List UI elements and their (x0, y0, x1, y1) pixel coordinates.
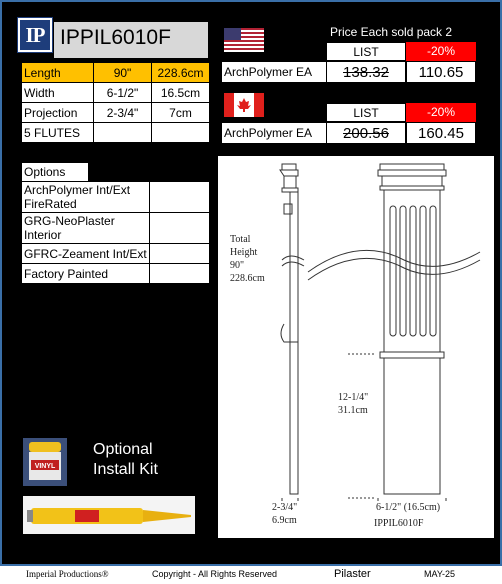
spec-label: Projection (22, 103, 94, 123)
spec-metric (152, 123, 210, 143)
spec-label: 5 FLUTES (22, 123, 94, 143)
ca-list-price: 200.56 (326, 122, 406, 144)
technical-drawing (218, 156, 494, 538)
install-kit-line1: Optional (93, 441, 153, 458)
total-height-inches: 90" (230, 260, 245, 271)
adhesive-jar-icon (23, 438, 67, 486)
spec-table (21, 62, 210, 143)
spec-row (22, 63, 210, 83)
footer-date: MAY-25 (424, 569, 456, 579)
footer-company: Imperial Productions® (26, 569, 109, 579)
option-label: GFRC-Zeament Int/Ext (22, 244, 150, 264)
base-height-inches: 12-1/4" (338, 392, 369, 403)
total-height-label-2: Height (230, 247, 258, 258)
us-sale-price: 110.65 (406, 61, 476, 83)
spec-label: Length (22, 63, 94, 83)
options-header: Options (21, 162, 89, 182)
company-logo: IP (18, 18, 52, 52)
caulk-tube-icon (23, 496, 195, 534)
us-list-price: 138.32 (326, 61, 406, 83)
us-flag-icon (224, 28, 264, 52)
spec-row (22, 123, 210, 143)
ca-product-label: ArchPolymer EA (221, 122, 327, 144)
option-row (22, 264, 210, 284)
option-value (150, 264, 210, 284)
spec-imperial (94, 123, 152, 143)
spec-row (22, 103, 210, 123)
projection-inches: 2-3/4" (272, 502, 298, 513)
projection-cm: 6.9cm (272, 515, 297, 526)
footer (0, 566, 502, 584)
option-row (22, 244, 210, 264)
option-label: ArchPolymer Int/Ext FireRated (22, 182, 150, 213)
options-table (21, 181, 210, 284)
footer-copyright: Copyright - All Rights Reserved (152, 569, 278, 579)
spec-imperial: 90" (94, 63, 152, 83)
option-value (150, 213, 210, 244)
option-value (150, 244, 210, 264)
install-kit-line2: Install Kit (93, 461, 158, 478)
option-value (150, 182, 210, 213)
us-product-label: ArchPolymer EA (221, 61, 327, 83)
drawing-model-label: IPPIL6010F (374, 518, 424, 529)
pilaster-drawing (218, 156, 494, 538)
option-row (22, 213, 210, 244)
option-label: GRG-NeoPlaster Interior (22, 213, 150, 244)
spec-metric: 7cm (152, 103, 210, 123)
jar-label: VINYL (34, 463, 56, 470)
ca-sale-price: 160.45 (406, 122, 476, 144)
us-list-label: LIST (326, 42, 406, 61)
model-title: IPPIL6010F (54, 22, 208, 58)
spec-row (22, 83, 210, 103)
option-label: Factory Painted (22, 264, 150, 284)
width-dimension: 6-1/2" (16.5cm) (376, 502, 441, 513)
ca-discount-badge: -20% (406, 103, 476, 122)
total-height-label: Total (230, 234, 251, 245)
spec-label: Width (22, 83, 94, 103)
option-row (22, 182, 210, 213)
canada-flag-icon (224, 93, 264, 117)
spec-metric: 16.5cm (152, 83, 210, 103)
spec-imperial: 6-1/2" (94, 83, 152, 103)
footer-category: Pilaster (334, 568, 371, 580)
price-title: Price Each sold pack 2 (330, 25, 453, 39)
base-height-cm: 31.1cm (338, 405, 368, 416)
ca-list-label: LIST (326, 103, 406, 122)
total-height-cm: 228.6cm (230, 273, 265, 284)
us-discount-badge: -20% (406, 42, 476, 61)
spec-imperial: 2-3/4" (94, 103, 152, 123)
install-kit-text (93, 440, 158, 480)
spec-metric: 228.6cm (152, 63, 210, 83)
